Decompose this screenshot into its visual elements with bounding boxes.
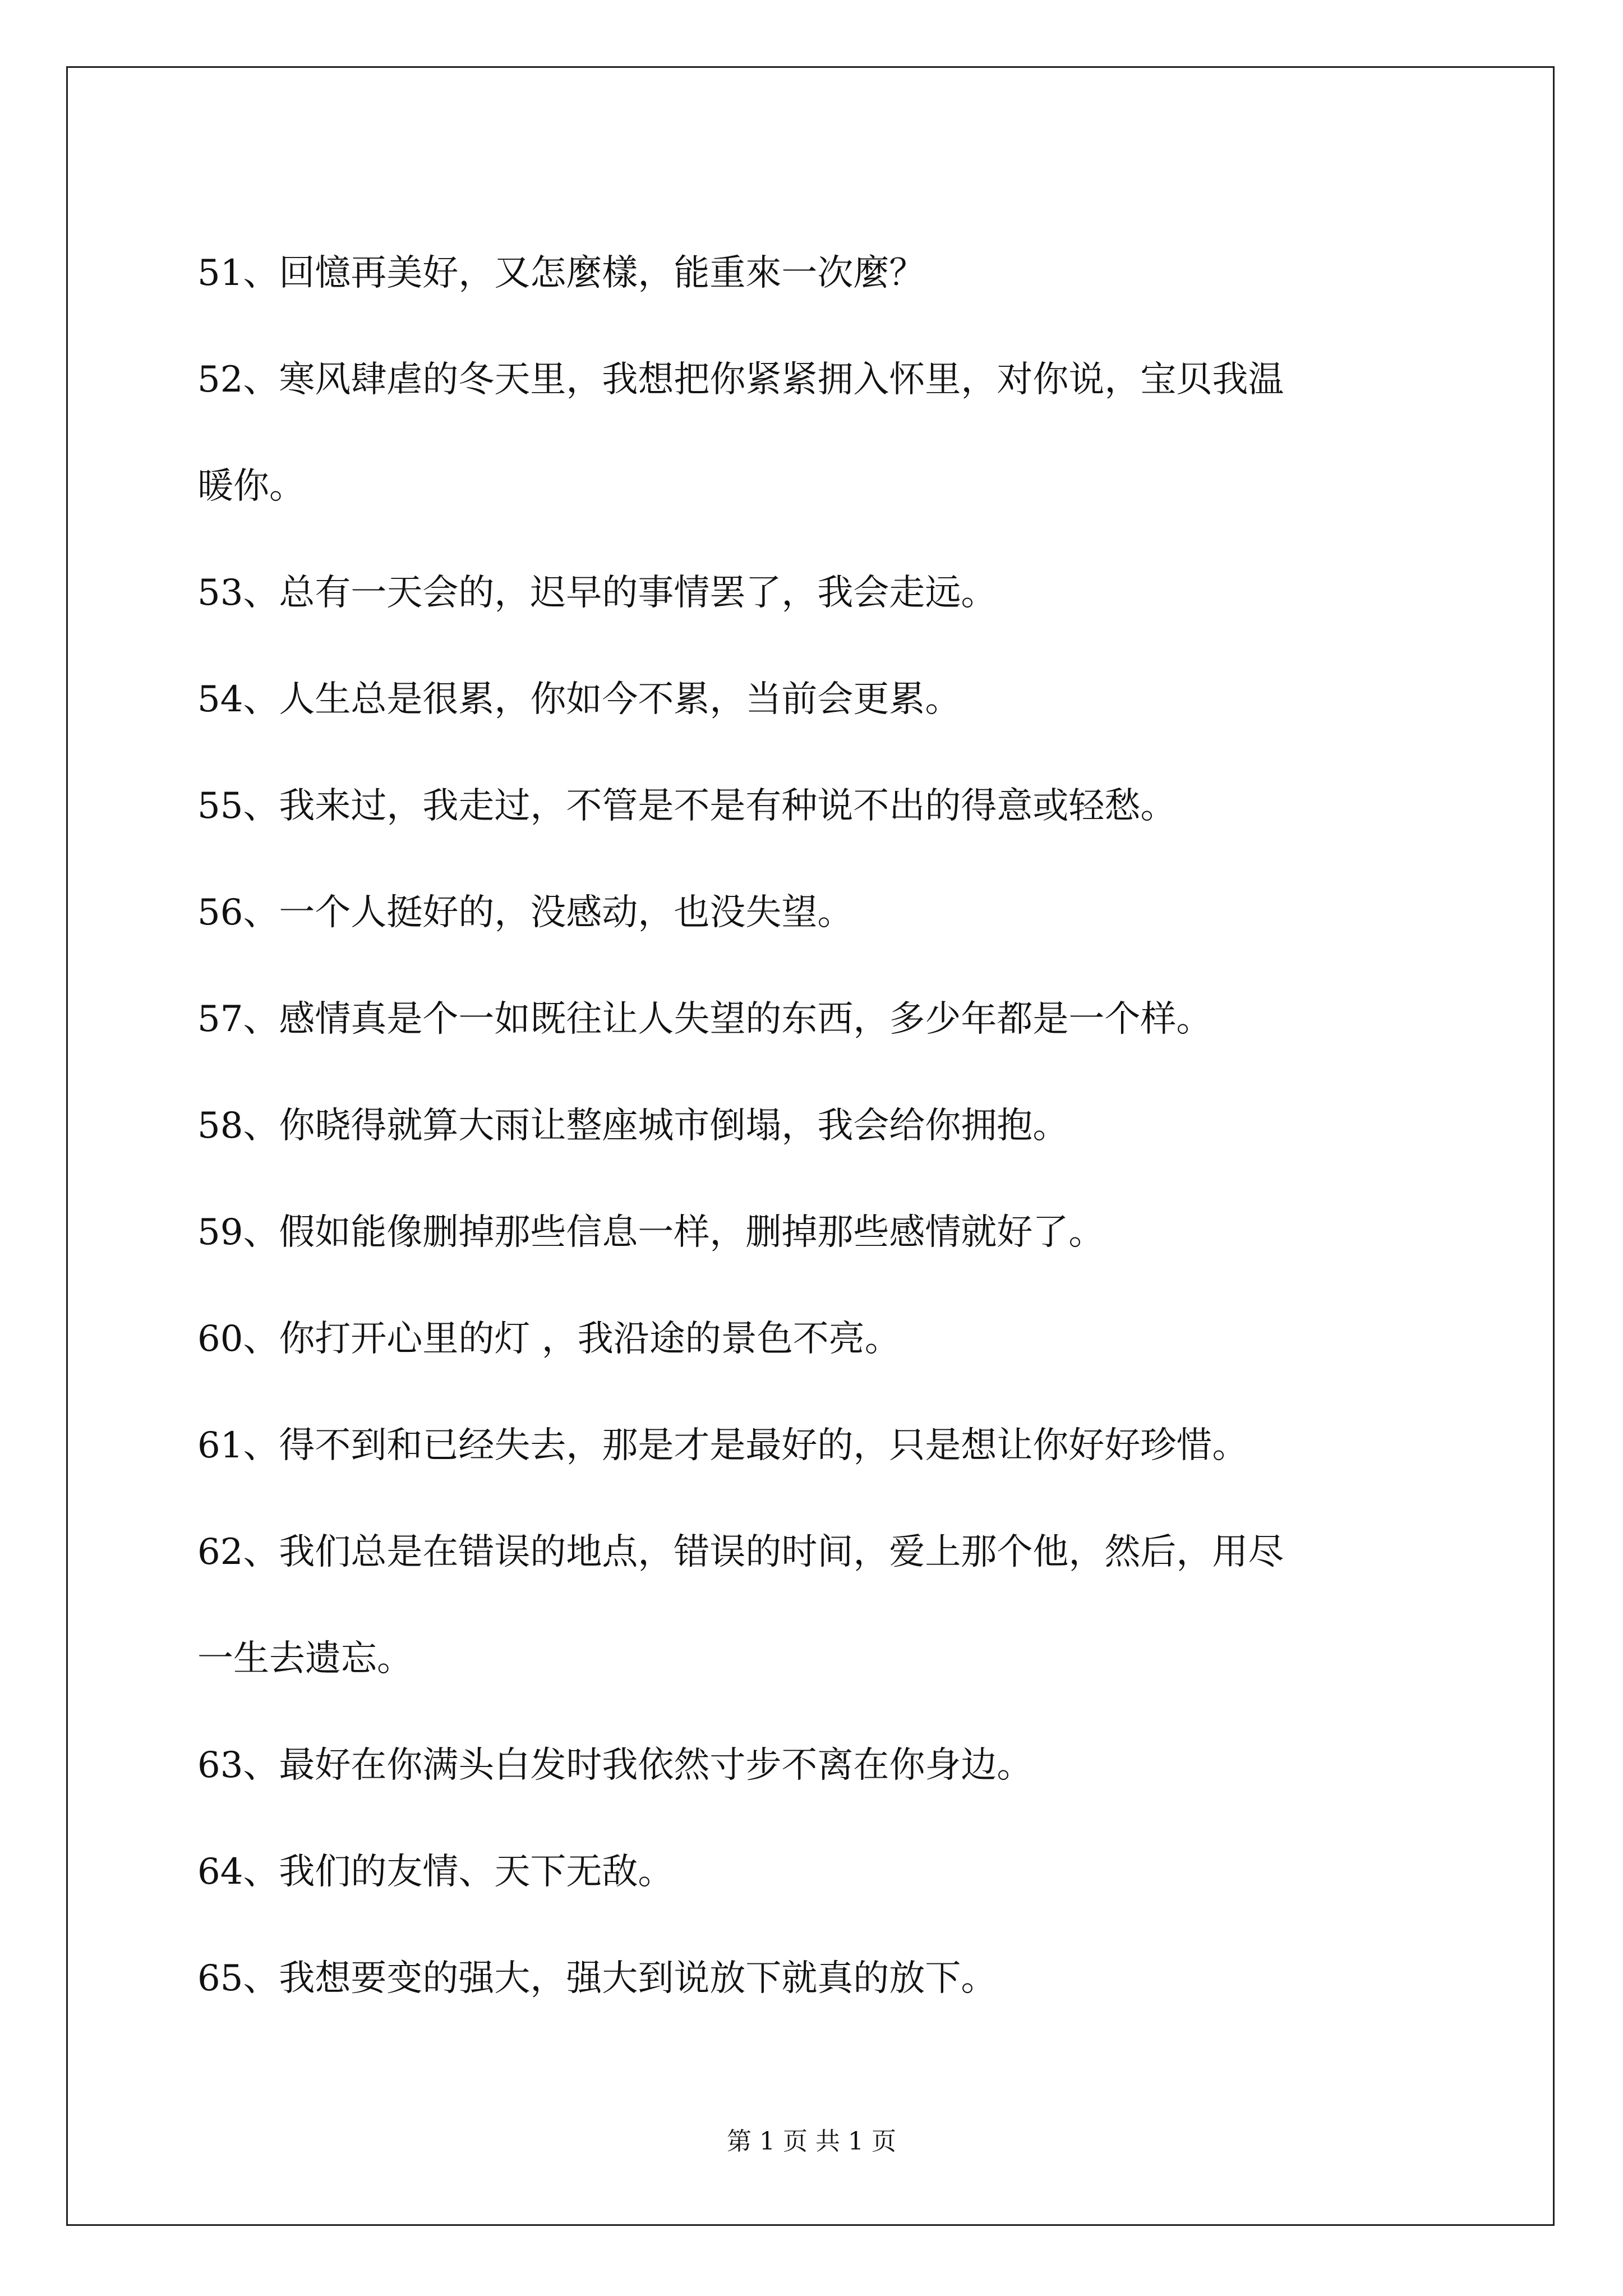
text-line-52: 52、寒风肆虐的冬天里，我想把你紧紧拥入怀里，对你说，宝贝我温 — [197, 359, 1284, 401]
text-line-59: 59、假如能像删掉那些信息一样，删掉那些感情就好了。 — [197, 1212, 1105, 1253]
text-line-62-cont: 一生去遗忘。 — [197, 1638, 413, 1680]
text-line-64: 64、我们的友情、天下无敌。 — [197, 1851, 674, 1893]
text-line-65: 65、我想要变的强大，强大到说放下就真的放下。 — [197, 1958, 997, 1999]
text-line-55: 55、我来过，我走过，不管是不是有种说不出的得意或轻愁。 — [197, 785, 1177, 827]
text-line-60: 60、你打开心里的灯 ，我沿途的景色不亮。 — [197, 1318, 901, 1360]
text-line-51: 51、回憶再美好，又怎麼樣，能重來一次麼？ — [197, 252, 925, 294]
text-line-53: 53、总有一天会的，迟早的事情罢了，我会走远。 — [197, 572, 997, 614]
text-line-58: 58、你晓得就算大雨让整座城市倒塌，我会给你拥抱。 — [197, 1105, 1069, 1147]
text-line-56: 56、一个人挺好的，没感动，也没失望。 — [197, 892, 854, 933]
document-body — [197, 220, 1454, 2032]
text-line-63: 63、最好在你满头白发时我依然寸步不离在你身边。 — [197, 1745, 1033, 1786]
text-line-52-cont: 暖你。 — [197, 466, 305, 507]
page-number-footer: 第 1 页 共 1 页 — [727, 2127, 896, 2156]
text-line-61: 61、得不到和已经失去，那是才是最好的，只是想让你好好珍惜。 — [197, 1425, 1248, 1466]
text-line-54: 54、人生总是很累，你如今不累，当前会更累。 — [197, 679, 961, 720]
text-line-57: 57、感情真是个一如既往让人失望的东西，多少年都是一个样。 — [197, 999, 1212, 1040]
text-line-62: 62、我们总是在错误的地点，错误的时间，爱上那个他，然后，用尽 — [197, 1531, 1284, 1573]
